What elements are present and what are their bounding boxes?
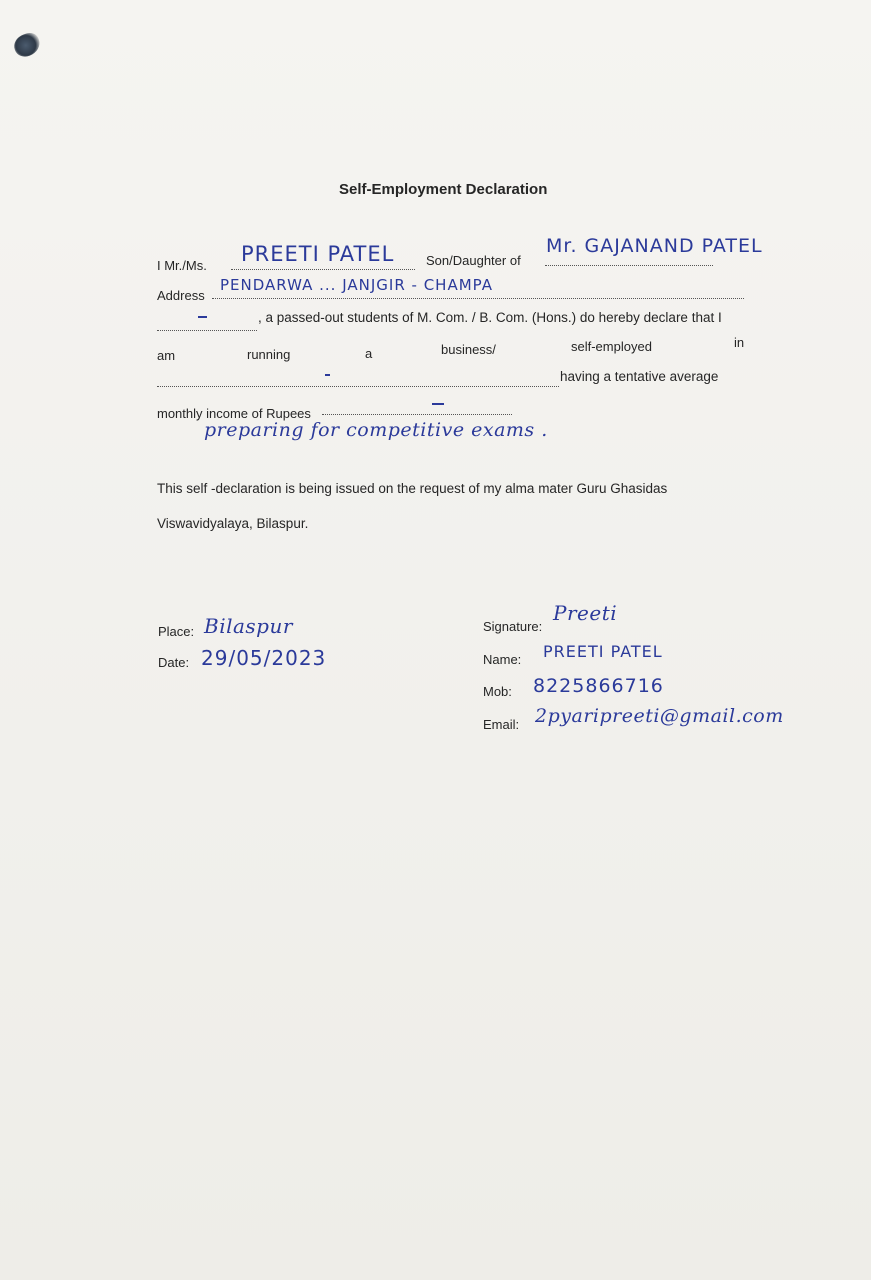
business-word: business/: [441, 342, 496, 357]
self-employed-word: self-employed: [571, 339, 652, 354]
request-line-1: This self -declaration is being issued on the request of my alma mater Guru Ghasidas: [157, 481, 668, 496]
request-line-2: Viswavidyalaya, Bilaspur.: [157, 516, 309, 531]
am-word: am: [157, 348, 176, 363]
signature-label: Signature:: [483, 619, 543, 634]
income-dash: [432, 403, 444, 405]
monthly-text: monthly income of Rupees: [157, 406, 311, 421]
name-label: Name:: [483, 652, 522, 667]
signature-handwritten: Preeti: [553, 601, 618, 625]
having-text: having a tentative average: [560, 369, 719, 384]
father-handwritten: Mr. GAJANAND PATEL: [546, 235, 763, 257]
father-dots: [545, 265, 713, 266]
handwritten-note: preparing for competitive exams .: [204, 419, 548, 441]
income-dots: [322, 414, 512, 415]
line5-dots: [157, 386, 559, 387]
mob-label: Mob:: [483, 684, 512, 699]
mob-handwritten: 8225866716: [533, 675, 664, 697]
address-dots: [212, 298, 744, 299]
date-label: Date:: [158, 655, 190, 670]
in-word: in: [734, 335, 745, 350]
page-title: Self-Employment Declaration: [339, 181, 548, 198]
line3-dash: [198, 316, 207, 318]
place-label: Place:: [158, 624, 195, 639]
address-label: Address: [157, 288, 205, 303]
relation-label: Son/Daughter of: [426, 253, 521, 268]
line3-dots: [157, 330, 257, 331]
name-dots: [231, 269, 415, 270]
ink-stain: [11, 30, 43, 60]
place-handwritten: Bilaspur: [204, 614, 293, 638]
date-handwritten: 29/05/2023: [201, 646, 327, 670]
a-word: a: [365, 346, 373, 361]
name-prefix: I Mr./Ms.: [157, 258, 207, 273]
email-label: Email:: [483, 717, 520, 732]
name-handwritten: PREETI PATEL: [241, 242, 395, 266]
line5-dash: [325, 374, 330, 376]
running-word: running: [247, 347, 291, 362]
name-value-handwritten: PREETI PATEL: [543, 642, 663, 661]
passed-out-text: , a passed-out students of M. Com. / B. Com. (Hons.) do hereby declare that I: [258, 310, 722, 325]
address-handwritten: PENDARWA ... JANJGIR - CHAMPA: [220, 276, 494, 294]
email-handwritten: 2pyaripreeti@gmail.com: [535, 705, 784, 727]
